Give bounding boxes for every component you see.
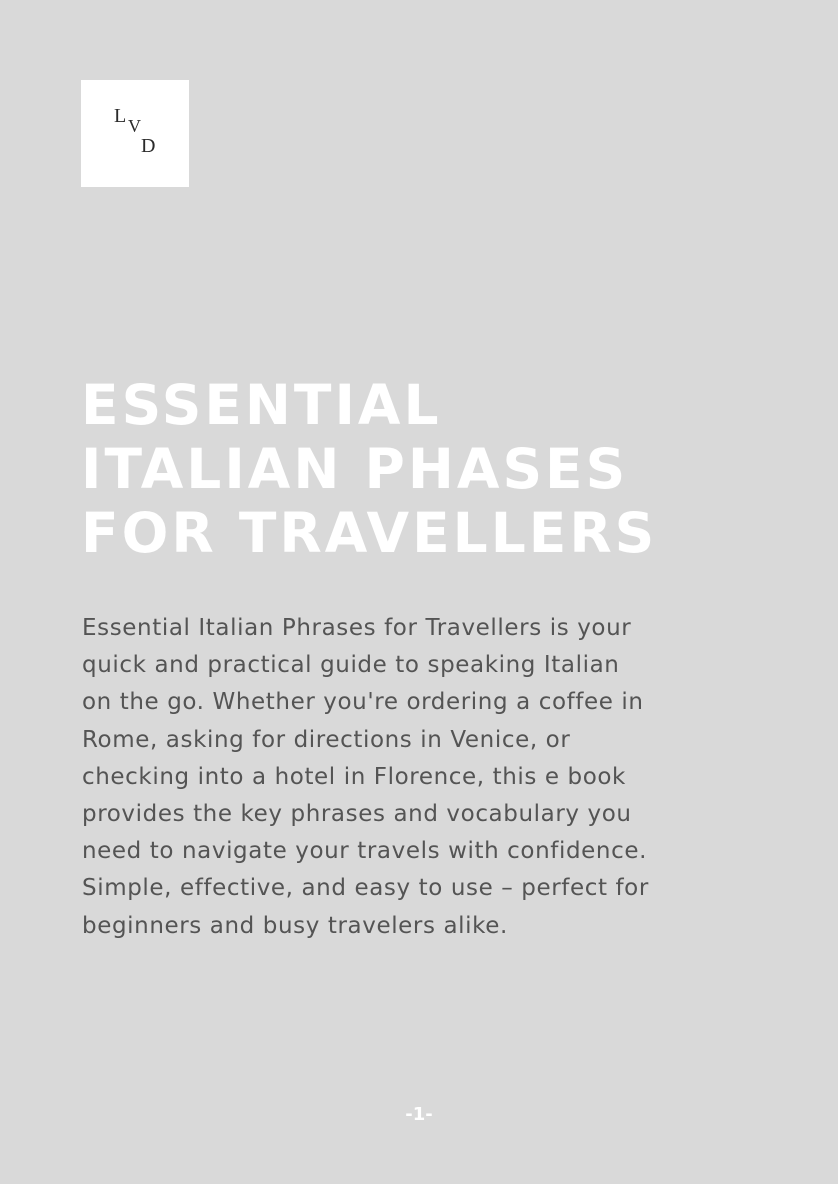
description-line: need to navigate your travels with confidence. xyxy=(82,838,647,865)
page-number: -1- xyxy=(405,1104,433,1125)
description-line: Rome, asking for directions in Venice, or xyxy=(82,726,571,753)
description-line: Essential Italian Phrases for Travellers is your xyxy=(82,615,632,641)
description-paragraph xyxy=(82,610,762,945)
title-line: ITALIAN PHASES xyxy=(81,437,629,501)
logo xyxy=(81,80,189,187)
title-line: ESSENTIAL xyxy=(81,373,442,437)
title-line: FOR TRAVELLERS xyxy=(81,501,658,565)
description-line: provides the key phrases and vocabulary you xyxy=(82,801,632,828)
description-line: beginners and busy travelers alike. xyxy=(82,912,508,939)
description-line: quick and practical guide to speaking Italian xyxy=(82,652,620,679)
logo-letter-d: D xyxy=(141,135,156,157)
description-line: Simple, effective, and easy to use – perfect for xyxy=(82,875,649,902)
description-line: checking into a hotel in Florence, this e book xyxy=(82,763,626,790)
description-line: on the go. Whether you're ordering a coffee in xyxy=(82,689,644,716)
logo-letter-v: V xyxy=(128,116,141,136)
logo-letter-l: L xyxy=(114,105,127,127)
page-title xyxy=(81,373,801,565)
